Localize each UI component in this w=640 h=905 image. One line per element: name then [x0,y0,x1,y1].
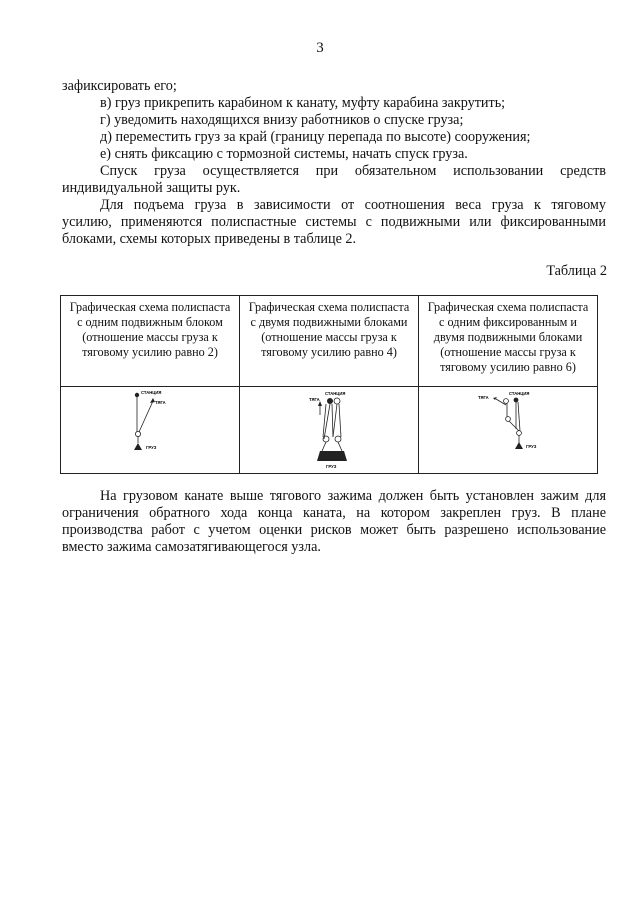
paragraph-line: вместо зажима самозатягивающегося узла. [62,539,321,555]
table-caption: Таблица 2 [546,263,607,279]
page-number: 3 [316,40,324,56]
header-line: с одним фиксированным и [439,315,577,329]
paragraph-line: Для подъема груза в зависимости от соотношения веса груза к тяговому [100,197,606,213]
label-station: СТАНЦИЯ [325,391,346,396]
header-line: Графическая схема полиспаста [248,300,410,314]
list-item-e: е) снять фиксацию с тормозной системы, начать спуск груза. [100,146,468,162]
list-item-v: в) груз прикрепить карабином к канату, муфту карабина закрутить; [100,95,506,111]
label-pull: ТЯГА [478,395,489,400]
pulley-diagram-single [61,387,239,473]
label-pull: ТЯГА [155,400,166,405]
header-line: Графическая схема полиспаста [427,300,589,314]
header-line: тяговому усилию равно 2) [82,345,218,359]
paragraph-line: усилию, применяются полиспастные системы с подвижными или фиксированными [62,214,606,230]
label-station: СТАНЦИЯ [141,390,162,395]
table-header-row [61,296,598,387]
header-line: (отношение массы груза к [261,330,397,344]
paragraph-line: Спуск груза осуществляется при обязательном использовании средств [100,163,606,179]
diagram-cell-1 [61,387,240,474]
table-diagram-row [61,387,598,474]
table-header-cell [61,296,240,387]
label-load: ГРУЗ [326,464,337,469]
label-load: ГРУЗ [146,445,157,450]
label-station: СТАНЦИЯ [509,391,530,396]
header-line: тяговому усилию равно 4) [261,345,397,359]
paragraph-line: На грузовом канате выше тягового зажима должен быть установлен зажим для [100,488,606,504]
paragraph-line: ограничения обратного хода конца каната, на котором закреплен груз. В плане [62,505,606,521]
schemes-table [60,295,598,474]
diagram-cell-3 [419,387,598,474]
paragraph-line: блоками, схемы которых приведены в таблице 2. [62,231,357,247]
header-line: тяговому усилию равно 6) [440,360,576,374]
header-line: Графическая схема полиспаста [69,300,231,314]
text-line: зафиксировать его; [62,78,177,94]
paragraph-line: производства работ с учетом оценки рисков может быть разрешено использование [62,522,606,538]
paragraph-line: индивидуальной защиты рук. [62,180,241,196]
header-line: (отношение массы груза к [440,345,576,359]
table-header-cell [419,296,598,387]
pulley-diagram-triple [419,387,599,473]
list-item-g: г) уведомить находящихся внизу работников о спуске груза; [100,112,464,128]
header-line: с двумя подвижными блоками [250,315,408,329]
diagram-cell-2 [240,387,419,474]
header-line: двумя подвижными блоками [433,330,583,344]
list-item-d: д) переместить груз за край (границу перепада по высоте) сооружения; [100,129,531,145]
pulley-diagram-double [240,387,418,473]
header-line: с одним подвижным блоком [77,315,223,329]
label-pull: ТЯГА [309,397,320,402]
header-line: (отношение массы груза к [82,330,218,344]
label-load: ГРУЗ [526,444,537,449]
table-header-cell [240,296,419,387]
